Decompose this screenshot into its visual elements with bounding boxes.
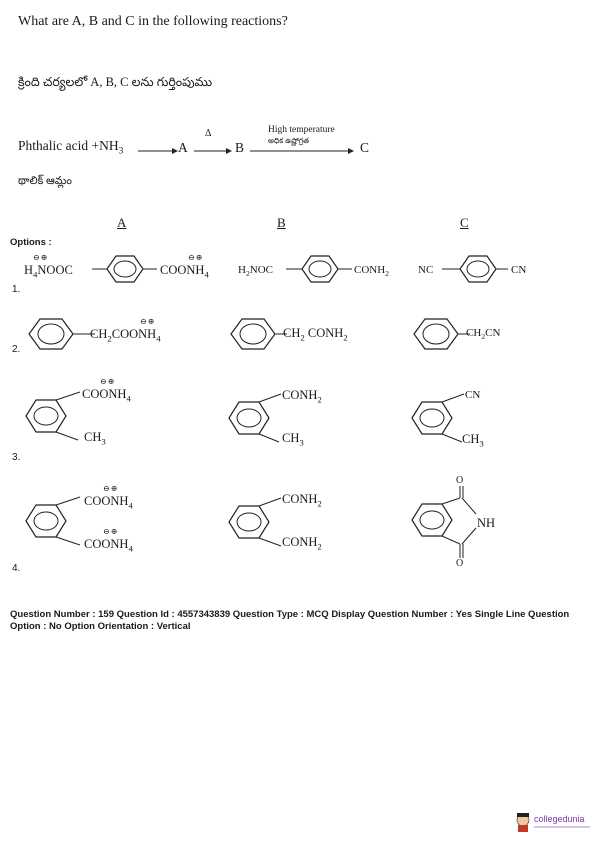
benzene-ring-1c bbox=[448, 253, 510, 285]
option-number-2: 2. bbox=[12, 344, 21, 355]
reactant: Phthalic acid +NH bbox=[18, 138, 119, 153]
charge-symbols: ⊖⊕ bbox=[33, 253, 49, 262]
benzene-ring-4a bbox=[22, 493, 92, 548]
charge-symbols: ⊖⊕ bbox=[103, 527, 119, 536]
column-header-b: B bbox=[277, 215, 286, 230]
meta-line-2: Option : No Option Orientation : Vertical bbox=[10, 621, 191, 632]
option1-b-left: $H_2NOC$ bbox=[238, 264, 274, 279]
collegedunia-logo bbox=[514, 810, 594, 836]
option4-b-top: $CONH_2$ bbox=[282, 492, 322, 509]
option-number-4: 4. bbox=[12, 563, 21, 574]
column-header-a: A bbox=[117, 215, 127, 230]
benzene-ring-1a bbox=[95, 253, 155, 285]
question-text: What are A, B and C in the following reactions? bbox=[18, 14, 288, 29]
logo-mascot-icon bbox=[514, 812, 532, 832]
logo-text: collegedunia bbox=[534, 814, 585, 824]
option3-b-top: $CONH_2$ bbox=[282, 388, 322, 405]
charge-symbols: ⊖⊕ bbox=[140, 317, 156, 326]
column-header-c: C bbox=[460, 215, 469, 230]
heat-symbol: Δ bbox=[205, 128, 212, 139]
option-number-3: 3. bbox=[12, 452, 21, 463]
charge-symbols: ⊖⊕ bbox=[100, 377, 116, 386]
condition-te: అధిక ఉష్ణోగ్రత bbox=[268, 136, 309, 145]
options-label: Options : bbox=[10, 237, 52, 248]
logo-tagline bbox=[534, 826, 590, 828]
oxygen-top: O bbox=[456, 475, 464, 486]
option2-a: $CH_2COONH_4$ bbox=[90, 327, 161, 344]
reactant-sub: 3 bbox=[118, 146, 124, 157]
arrow-1 bbox=[138, 148, 178, 154]
meta-line-1: Question Number : 159 Question Id : 4557343839 Question Type : MCQ Display Question Number : Yes Single Line Question bbox=[10, 609, 570, 620]
benzene-ring-2a bbox=[25, 315, 85, 353]
option3-c-bottom: $CH_3$ bbox=[462, 432, 484, 449]
option4-a-top: $COONH_4$ bbox=[84, 494, 133, 511]
product-a: A bbox=[178, 140, 188, 155]
question-telugu: క్రింది చర్యలలో A, B, C లను గుర్తింపుము bbox=[18, 75, 213, 89]
arrow-3 bbox=[250, 148, 354, 154]
option4-b-bottom: $CONH_2$ bbox=[282, 535, 322, 552]
benzene-ring-1b bbox=[290, 253, 350, 285]
option1-c-right: CN bbox=[511, 264, 527, 276]
condition-en: High temperature bbox=[268, 125, 335, 135]
oxygen-bottom: O bbox=[456, 558, 464, 569]
option3-c-top: CN bbox=[465, 389, 481, 401]
charge-symbols: ⊖⊕ bbox=[188, 253, 204, 262]
benzene-ring-2c bbox=[410, 315, 470, 353]
option1-a-left: $H_4NOOC$ bbox=[24, 263, 73, 280]
option2-c: $CH_2CN$ bbox=[466, 327, 501, 342]
product-b: B bbox=[235, 140, 245, 155]
benzene-ring-2b bbox=[227, 315, 287, 353]
option4-c-nh: NH bbox=[477, 516, 496, 530]
option1-c-left: NC bbox=[418, 264, 434, 276]
question-metadata bbox=[10, 609, 585, 633]
option-number-1: 1. bbox=[12, 284, 21, 295]
option1-b-right: $CONH_2$ bbox=[354, 264, 390, 279]
reactant-telugu: థాలిక్ ఆమ్లం bbox=[18, 175, 72, 187]
option1-a-right: $COONH_4$ bbox=[160, 263, 209, 280]
option3-b-bottom: $CH_3$ bbox=[282, 431, 304, 448]
arrow-2 bbox=[194, 148, 232, 154]
option3-a-bottom: $CH_3$ bbox=[84, 430, 106, 447]
reaction-equation bbox=[18, 138, 123, 157]
option4-a-bottom: $COONH_4$ bbox=[84, 537, 133, 554]
option2-b: $CH_2$ $CONH_2$ bbox=[283, 326, 348, 343]
product-c: C bbox=[360, 140, 370, 155]
option3-a-top: $COONH_4$ bbox=[82, 387, 131, 404]
charge-symbols: ⊖⊕ bbox=[103, 484, 119, 493]
